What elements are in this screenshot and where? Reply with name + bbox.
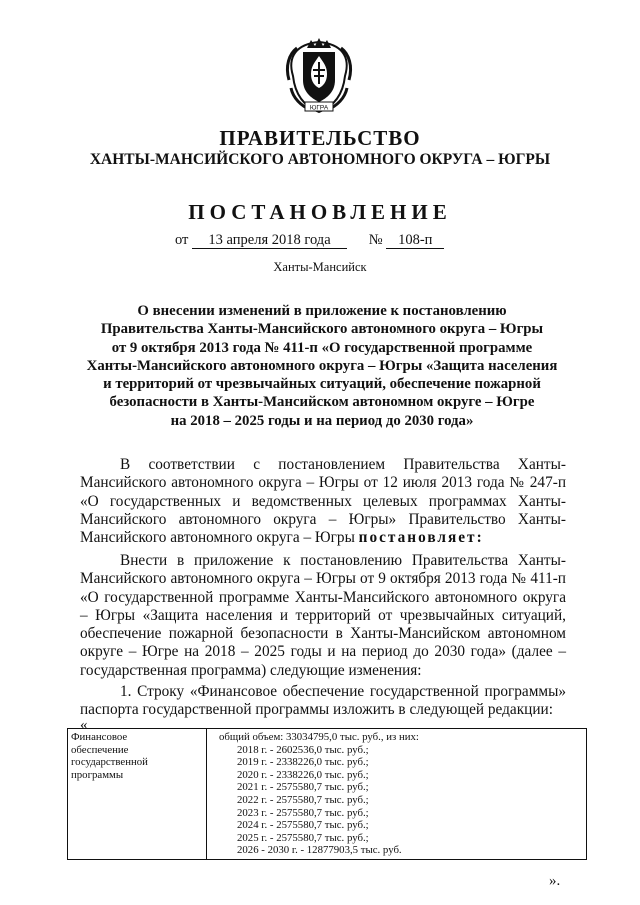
financing-values-cell — [207, 729, 587, 860]
title-line: от 9 октября 2013 года № 411-п «О государственной программе — [111, 339, 533, 356]
paragraph-preamble — [80, 456, 566, 547]
year-amount: 2018 г. - 2602536,0 тыс. руб.; — [237, 743, 369, 756]
label-line: программы — [71, 768, 124, 781]
year-amount: 2020 г. - 2338226,0 тыс. руб.; — [237, 768, 369, 781]
paragraph-item-1: 1. Строку «Финансовое обеспечение государственной программы» паспорта государственной программы изложить в следующей редакции: — [80, 683, 566, 719]
financing-label-cell — [68, 729, 207, 860]
label-line: обеспечение — [71, 743, 129, 756]
label-line: Финансовое — [71, 731, 128, 743]
title-line: О внесении изменений в приложение к постановлению — [137, 303, 507, 319]
year-amount: 2024 г. - 2575580,7 тыс. руб.; — [237, 819, 369, 832]
closing-quote: ». — [549, 873, 561, 889]
table-row — [68, 729, 587, 860]
title-line: безопасности в Ханты-Мансийском автономном округе – Югре — [109, 394, 535, 411]
year-amount: 2026 - 2030 г. - 12877903,5 тыс. руб. — [237, 844, 402, 857]
document-type-heading: ПОСТАНОВЛЕНИЕ — [188, 200, 452, 224]
title-line: Ханты-Мансийского автономного округа – Югры «Защита населения — [86, 357, 558, 374]
total-volume: общий объем: 33034795,0 тыс. руб., из них: — [219, 731, 419, 743]
emblem-caption: ЮГРА — [309, 104, 329, 112]
paragraph-amendment: Внести в приложение к постановлению Правительства Ханты-Мансийского автономного округа – Югры от 9 октября 2013 года № 411-п «О государственной программе Ханты-Мансийского автономного округа – Югры «Защита населения и территорий от чрезвычайных ситуаций, обеспечение пожарной безопасности в Ханты-Мансийском автономном округе – Югре на 2018 – 2025 годы и на период до 2030 года» (далее – государственная программа) следующие изменения: — [80, 552, 566, 679]
year-amount: 2021 г. - 2575580,7 тыс. руб.; — [237, 781, 369, 794]
document-date: 13 апреля 2018 года — [192, 233, 347, 249]
label-line: государственной — [71, 756, 148, 769]
title-line: Правительства Ханты-Мансийского автономного округа – Югры — [100, 321, 544, 338]
document-title — [80, 302, 564, 430]
coat-of-arms-emblem — [283, 36, 355, 118]
decree-word: постановляет: — [358, 529, 484, 547]
title-line: и территорий от чрезвычайных ситуаций, обеспечение пожарной — [103, 376, 541, 393]
region-heading: ХАНТЫ-МАНСИЙСКОГО АВТОНОМНОГО ОКРУГА – ЮГРЫ — [89, 151, 551, 168]
date-prefix: от — [175, 232, 189, 248]
year-amount: 2023 г. - 2575580,7 тыс. руб.; — [237, 806, 369, 819]
financing-table — [67, 728, 587, 860]
document-number: 108-п — [386, 233, 444, 249]
date-number-line — [175, 232, 444, 249]
year-amount: 2025 г. - 2575580,7 тыс. руб.; — [237, 831, 369, 844]
title-line: на 2018 – 2025 годы и на период до 2030 года» — [170, 412, 474, 429]
issue-city: Ханты-Мансийск — [273, 260, 367, 274]
number-prefix: № — [368, 232, 383, 248]
opening-quote: « — [80, 717, 88, 733]
preamble-text: В соответствии с постановлением Правительства Ханты-Мансийского автономного округа – Югры от 12 июля 2013 года № 247-п «О государственных и ведомственных целевых программах Ханты-Мансийского автономного округа – Югры» Правительство Ханты-Мансийского автономного округа – Югры — [80, 456, 566, 547]
year-amount: 2019 г. - 2338226,0 тыс. руб.; — [237, 756, 369, 769]
government-heading: ПРАВИТЕЛЬСТВО — [219, 126, 421, 150]
year-amount: 2022 г. - 2575580,7 тыс. руб.; — [237, 793, 369, 806]
